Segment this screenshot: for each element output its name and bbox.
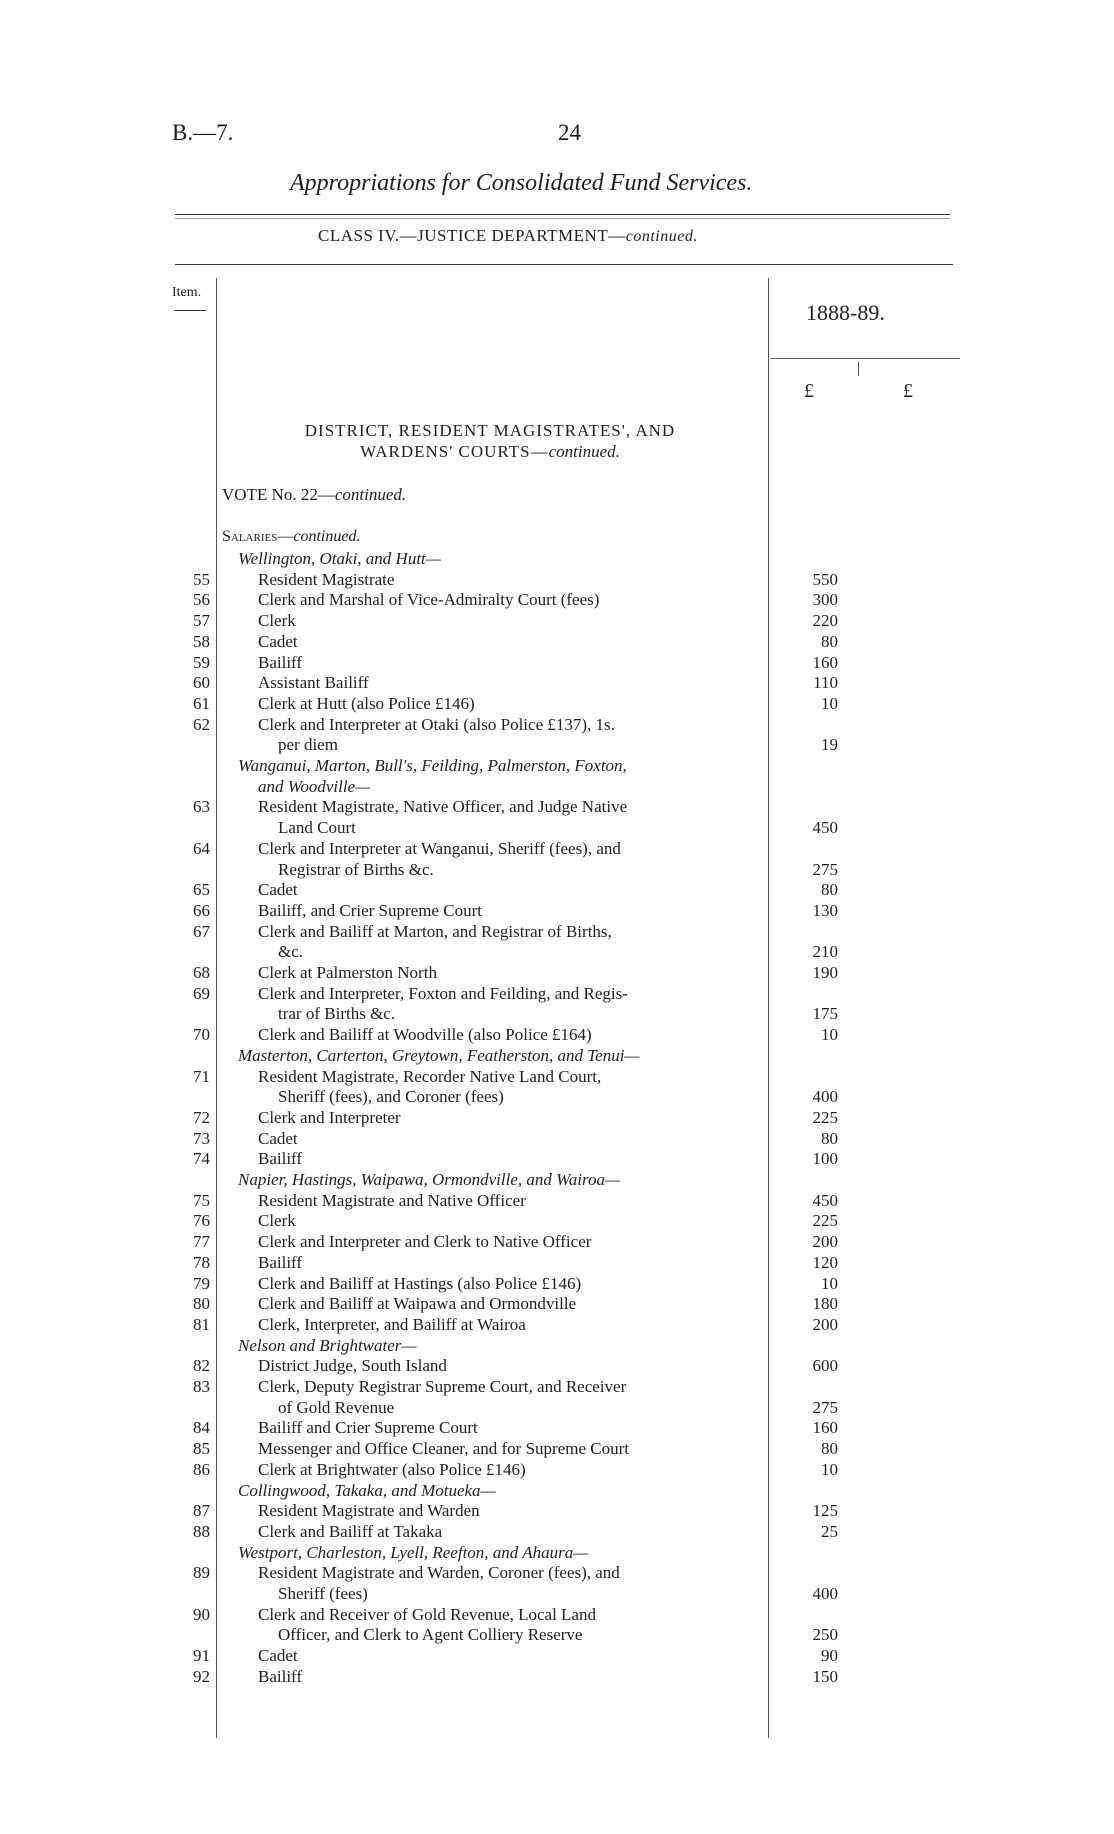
item-description: Bailiff [258, 1666, 303, 1686]
item-number: 81 [193, 1314, 210, 1334]
item-amount: 80 [821, 1439, 838, 1459]
item-amount: 250 [812, 1625, 838, 1645]
item-description: Clerk and Interpreter [258, 1107, 401, 1127]
item-number: 69 [193, 983, 210, 1003]
item-description: Messenger and Office Cleaner, and for Supreme Court [258, 1439, 629, 1459]
item-amount: 10 [821, 1025, 838, 1045]
item-description-cont: Sheriff (fees) [278, 1584, 368, 1603]
item-description: Clerk [258, 1211, 296, 1231]
item-amount: 220 [812, 611, 838, 631]
year-header-rule [770, 358, 960, 359]
item-amount: 400 [812, 1087, 838, 1107]
item-amount: 100 [812, 1149, 838, 1169]
item-amount: 80 [821, 880, 838, 900]
item-description-cont: per diem [278, 735, 338, 755]
item-amount: 10 [821, 1273, 838, 1293]
item-description: Clerk and Bailiff at Waipawa and Ormondville [258, 1294, 577, 1314]
item-description: Bailiff [258, 652, 303, 672]
item-description: Clerk at Palmerston North [258, 963, 437, 982]
item-description: Clerk and Bailiff at Woodville (also Police £164) [258, 1025, 592, 1045]
item-description: Clerk and Bailiff at Marton, and Registrar of Births, [258, 921, 612, 941]
salaries-heading: Salaries—continued. [222, 528, 361, 545]
item-amount: 19 [821, 735, 838, 755]
section-heading-line1: DISTRICT, RESIDENT MAGISTRATES', AND [304, 421, 676, 440]
item-number: 80 [193, 1294, 210, 1314]
title-rule [175, 214, 950, 215]
item-number: 72 [193, 1107, 210, 1127]
class-heading [318, 226, 698, 246]
item-amount: 200 [812, 1314, 838, 1334]
item-amount: 160 [812, 1418, 838, 1438]
item-column-divider [216, 278, 217, 1738]
item-number: 55 [193, 569, 210, 589]
item-description: Clerk, Deputy Registrar Supreme Court, and Receiver [258, 1377, 627, 1396]
item-number: 70 [193, 1025, 210, 1045]
item-description: Clerk [258, 611, 296, 631]
item-amount: 450 [812, 818, 838, 838]
item-number: 61 [193, 693, 210, 713]
pound-symbol-2: £ [903, 380, 913, 402]
item-number: 91 [193, 1646, 210, 1666]
item-description-cont: trar of Births &c. [278, 1004, 396, 1024]
district-group-heading: Westport, Charleston, Lyell, Reefton, and Ahaura— [238, 1542, 589, 1562]
item-description-cont: Land Court [278, 818, 356, 838]
item-amount: 225 [812, 1107, 838, 1127]
item-number: 60 [193, 673, 210, 693]
item-description: Clerk and Interpreter, Foxton and Feilding, and Regis- [258, 983, 628, 1003]
item-description: Cadet [258, 1646, 298, 1666]
item-number: 77 [193, 1232, 210, 1252]
item-number: 57 [193, 611, 210, 631]
item-description: Clerk and Interpreter at Otaki (also Police £137), 1s. [258, 714, 615, 734]
item-description: Bailiff, and Crier Supreme Court [258, 900, 482, 920]
item-amount: 10 [821, 693, 838, 713]
item-description-cont: &c. [278, 942, 304, 962]
item-number: 63 [193, 797, 210, 817]
item-number: 58 [193, 631, 210, 651]
item-amount: 225 [812, 1211, 838, 1231]
item-header-rule [174, 310, 206, 311]
item-number: 74 [193, 1149, 210, 1169]
item-description: Resident Magistrate, Native Officer, and Judge Native [258, 797, 628, 817]
item-description: Clerk and Bailiff at Hastings (also Police £146) [258, 1273, 582, 1293]
district-group-heading: Napier, Hastings, Waipawa, Ormondville, and Wairoa— [238, 1170, 621, 1189]
item-description: Clerk at Brightwater (also Police £146) [258, 1459, 526, 1479]
district-group-heading: Masterton, Carterton, Greytown, Featherston, and Tenui— [238, 1045, 640, 1065]
item-description: District Judge, South Island [258, 1356, 447, 1376]
item-description: Clerk and Marshal of Vice-Admiralty Court (fees) [258, 590, 600, 610]
item-amount: 80 [821, 631, 838, 651]
item-number: 92 [193, 1666, 210, 1686]
item-amount: 25 [821, 1521, 838, 1541]
district-group-heading: Collingwood, Takaka, and Motueka— [238, 1480, 496, 1500]
item-number: 56 [193, 590, 210, 610]
item-number: 75 [193, 1190, 210, 1210]
item-description-cont: Registrar of Births &c. [278, 859, 434, 879]
item-amount: 300 [812, 590, 838, 610]
class-heading-main: CLASS IV.—JUSTICE DEPARTMENT— [318, 226, 626, 245]
item-description-cont: Sheriff (fees), and Coroner (fees) [278, 1087, 504, 1107]
item-number: 90 [193, 1604, 210, 1624]
item-number: 65 [193, 880, 210, 900]
district-group-heading: Wanganui, Marton, Bull's, Feilding, Palmerston, Foxton, [238, 756, 627, 775]
item-description: Clerk and Receiver of Gold Revenue, Local Land [258, 1604, 596, 1624]
item-number: 68 [193, 963, 210, 982]
item-number: 64 [193, 838, 210, 858]
item-number: 82 [193, 1356, 210, 1376]
item-amount: 450 [812, 1190, 838, 1210]
item-number: 83 [193, 1377, 210, 1396]
item-column-header: Item. [172, 285, 202, 300]
item-number: 71 [193, 1066, 210, 1086]
item-description: Cadet [258, 631, 298, 651]
item-number: 62 [193, 714, 210, 734]
item-number: 76 [193, 1211, 210, 1231]
item-amount: 120 [812, 1252, 838, 1272]
item-description: Resident Magistrate [258, 569, 395, 589]
item-number: 86 [193, 1459, 210, 1479]
item-amount: 190 [812, 963, 838, 982]
item-number: 85 [193, 1439, 210, 1459]
item-description-cont: of Gold Revenue [278, 1397, 395, 1417]
item-description: Clerk and Interpreter and Clerk to Native Officer [258, 1232, 592, 1252]
item-number: 79 [193, 1273, 210, 1293]
item-description: Bailiff [258, 1149, 303, 1169]
item-amount: 275 [812, 859, 838, 879]
title-rule-thin [175, 218, 950, 219]
item-description: Assistant Bailiff [258, 673, 369, 693]
item-description: Resident Magistrate and Native Officer [258, 1190, 526, 1210]
item-amount: 400 [812, 1584, 838, 1603]
item-amount: 125 [812, 1501, 838, 1521]
item-description: Resident Magistrate and Warden, Coroner (fees), and [258, 1563, 620, 1583]
vote-heading: VOTE No. 22—continued. [222, 485, 407, 504]
item-number: 88 [193, 1521, 210, 1541]
item-amount: 200 [812, 1232, 838, 1252]
item-description: Resident Magistrate, Recorder Native Land Court, [258, 1066, 602, 1086]
page-number: 24 [558, 120, 581, 145]
item-amount: 160 [812, 652, 838, 672]
item-description: Bailiff and Crier Supreme Court [258, 1418, 478, 1438]
item-description: Cadet [258, 1128, 298, 1148]
page-title: Appropriations for Consolidated Fund Services. [290, 170, 753, 196]
pound-symbol-1: £ [804, 380, 814, 402]
item-amount: 275 [812, 1397, 838, 1417]
item-number: 78 [193, 1252, 210, 1272]
pound-column-divider [858, 362, 859, 376]
item-number: 73 [193, 1128, 210, 1148]
item-amount: 130 [812, 900, 838, 920]
item-amount: 110 [813, 673, 838, 693]
item-amount: 600 [812, 1356, 838, 1376]
item-description-cont: Officer, and Clerk to Agent Colliery Reserve [278, 1625, 583, 1645]
item-number: 66 [193, 900, 210, 920]
section-heading-line2: WARDENS' COURTS—continued. [360, 442, 620, 461]
item-description: Cadet [258, 880, 298, 900]
district-group-heading: Wellington, Otaki, and Hutt— [238, 549, 441, 568]
item-number: 84 [193, 1418, 210, 1438]
item-description: Resident Magistrate and Warden [258, 1501, 480, 1521]
year-column-header: 1888-89. [806, 300, 885, 325]
item-description: Clerk at Hutt (also Police £146) [258, 693, 475, 713]
item-amount: 90 [821, 1646, 838, 1666]
item-amount: 550 [812, 569, 838, 589]
item-description: Clerk and Interpreter at Wanganui, Sheriff (fees), and [258, 838, 621, 858]
amount-column-divider [768, 278, 769, 1738]
item-amount: 150 [812, 1666, 838, 1686]
district-group-heading-cont: and Woodville— [258, 776, 371, 796]
item-amount: 175 [812, 1004, 838, 1024]
item-number: 89 [193, 1563, 210, 1583]
item-number: 67 [193, 921, 210, 941]
item-amount: 80 [821, 1128, 838, 1148]
item-amount: 210 [812, 942, 838, 962]
class-heading-continued: continued. [625, 228, 698, 245]
district-group-heading: Nelson and Brightwater— [238, 1335, 417, 1355]
item-description: Clerk, Interpreter, and Bailiff at Wairoa [258, 1314, 526, 1334]
item-amount: 180 [812, 1294, 838, 1314]
document-reference: B.—7. [172, 120, 234, 145]
item-number: 59 [193, 652, 210, 672]
item-description: Clerk and Bailiff at Takaka [258, 1521, 443, 1541]
item-description: Bailiff [258, 1252, 303, 1272]
item-amount: 10 [821, 1459, 838, 1479]
table-top-rule [175, 264, 953, 265]
item-number: 87 [193, 1501, 210, 1521]
section-heading [240, 420, 740, 462]
